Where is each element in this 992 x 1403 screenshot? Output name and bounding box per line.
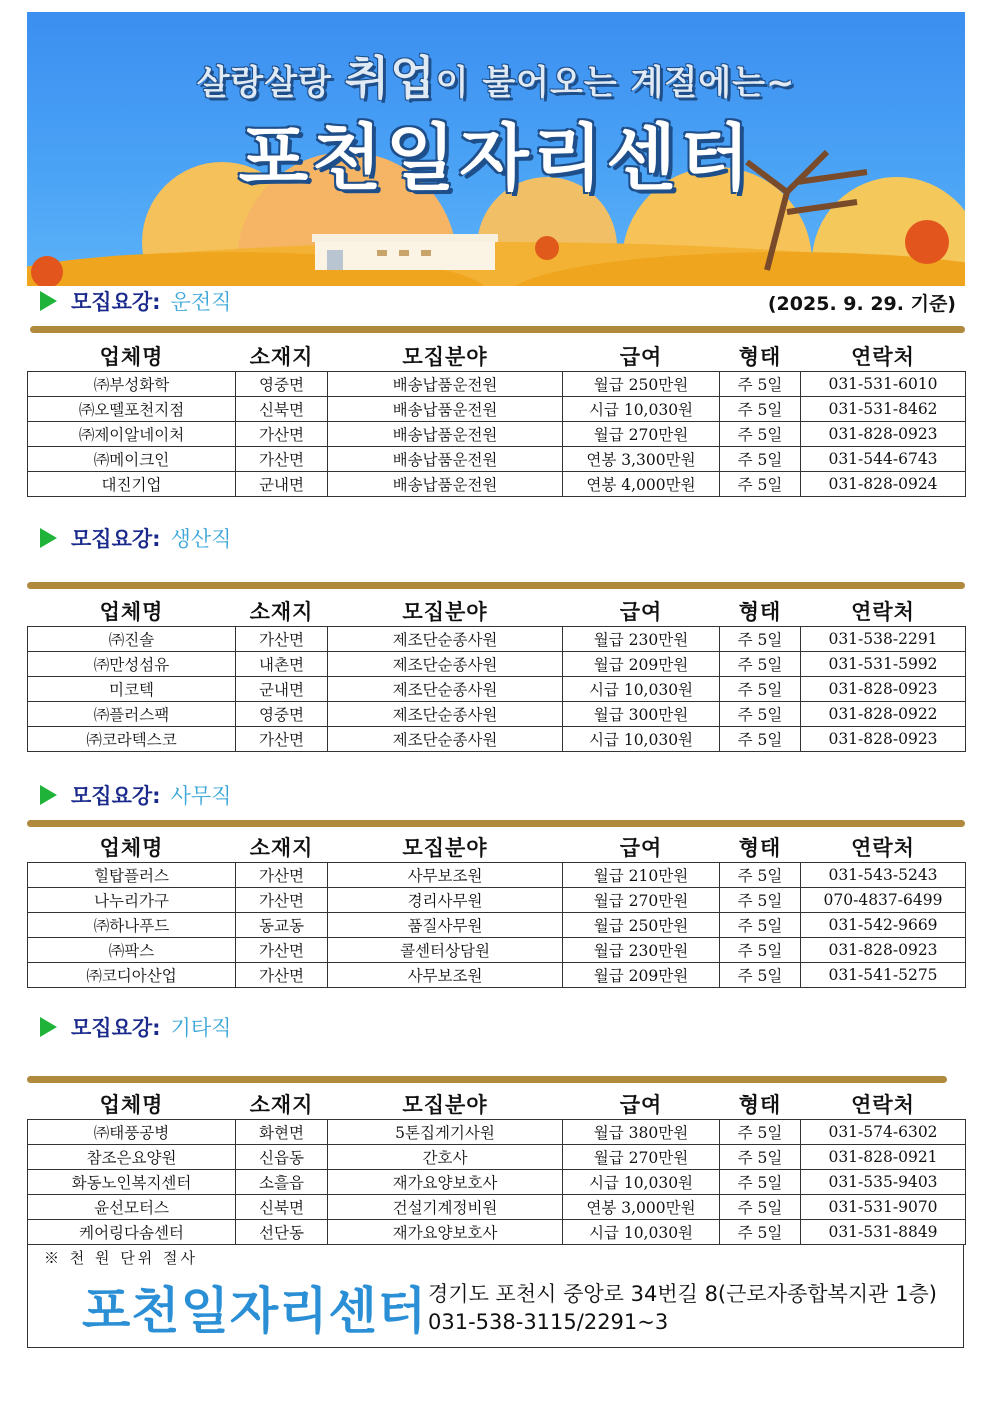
section-divider xyxy=(27,1076,947,1083)
column-header-company: 업체명 xyxy=(99,344,164,369)
cell-field: 배송납품운전원 xyxy=(328,472,563,497)
cell-location: 가산면 xyxy=(236,447,328,472)
banner-title: 포천일자리센터 xyxy=(238,116,754,200)
section-category: 사무직 xyxy=(170,784,232,808)
cell-salary: 연봉 3,000만원 xyxy=(563,1195,720,1220)
cell-contact: 031-542-9669 xyxy=(801,913,966,938)
section-category: 운전직 xyxy=(170,290,232,314)
cell-contact: 031-544-6743 xyxy=(801,447,966,472)
cell-salary: 월급 250만원 xyxy=(563,913,720,938)
column-header-type: 형태 xyxy=(738,1092,782,1117)
column-header-contact: 연락처 xyxy=(851,599,915,624)
cell-location: 신북면 xyxy=(236,397,328,422)
cell-company: ㈜메이크인 xyxy=(28,447,236,472)
banner xyxy=(27,12,965,286)
table-row xyxy=(28,702,966,727)
column-header-company: 업체명 xyxy=(99,1092,164,1117)
cell-field: 재가요양보호사 xyxy=(328,1220,563,1245)
cell-field: 배송납품운전원 xyxy=(328,422,563,447)
table-header-row xyxy=(28,831,966,863)
cell-location: 군내면 xyxy=(236,677,328,702)
cell-field: 제조단순종사원 xyxy=(328,727,563,752)
column-header-salary: 급여 xyxy=(619,344,663,369)
cell-company: ㈜플러스팩 xyxy=(28,702,236,727)
cell-salary: 시급 10,030원 xyxy=(563,1220,720,1245)
table-row xyxy=(28,938,966,963)
cell-field: 건설기계정비원 xyxy=(328,1195,563,1220)
cell-company: 윤선모터스 xyxy=(28,1195,236,1220)
cell-type: 주 5일 xyxy=(720,727,801,752)
cell-company: 힐탑플러스 xyxy=(28,863,236,888)
table-row xyxy=(28,963,966,988)
cell-salary: 시급 10,030원 xyxy=(563,727,720,752)
column-header-field: 모집분야 xyxy=(402,1092,488,1117)
cell-type: 주 5일 xyxy=(720,963,801,988)
cell-field: 배송납품운전원 xyxy=(328,447,563,472)
cell-field: 제조단순종사원 xyxy=(328,652,563,677)
cell-field: 사무보조원 xyxy=(328,863,563,888)
cell-type: 주 5일 xyxy=(720,1145,801,1170)
cell-contact: 031-828-0921 xyxy=(801,1145,966,1170)
cell-contact: 031-538-2291 xyxy=(801,627,966,652)
jobs-table-driving xyxy=(27,340,966,497)
cell-location: 내촌면 xyxy=(236,652,328,677)
cell-location: 가산면 xyxy=(236,727,328,752)
table-row xyxy=(28,627,966,652)
cell-contact: 031-531-9070 xyxy=(801,1195,966,1220)
play-arrow-icon xyxy=(40,785,57,805)
cell-contact: 031-828-0924 xyxy=(801,472,966,497)
cell-field: 품질사무원 xyxy=(328,913,563,938)
cell-field: 재가요양보호사 xyxy=(328,1170,563,1195)
cell-type: 주 5일 xyxy=(720,913,801,938)
table-row xyxy=(28,913,966,938)
table-header-row xyxy=(28,595,966,627)
table-row xyxy=(28,1145,966,1170)
column-header-type: 형태 xyxy=(738,835,782,860)
section-category: 기타직 xyxy=(170,1016,232,1040)
table-row xyxy=(28,677,966,702)
footer-phone: 031-538-3115/2291~3 xyxy=(428,1310,669,1334)
cell-contact: 031-828-0923 xyxy=(801,727,966,752)
cell-salary: 월급 270만원 xyxy=(563,422,720,447)
cell-company: ㈜진솔 xyxy=(28,627,236,652)
cell-location: 가산면 xyxy=(236,938,328,963)
cell-field: 5톤집게기사원 xyxy=(328,1120,563,1145)
cell-location: 화현면 xyxy=(236,1120,328,1145)
column-header-field: 모집분야 xyxy=(402,344,488,369)
cell-location: 소흘읍 xyxy=(236,1170,328,1195)
table-row xyxy=(28,652,966,677)
cell-location: 신읍동 xyxy=(236,1145,328,1170)
cell-field: 배송납품운전원 xyxy=(328,397,563,422)
section-divider xyxy=(27,582,965,589)
jobs-table-other xyxy=(27,1088,966,1245)
column-header-type: 형태 xyxy=(738,344,782,369)
cell-salary: 월급 380만원 xyxy=(563,1120,720,1145)
cell-company: ㈜태풍공병 xyxy=(28,1120,236,1145)
cell-type: 주 5일 xyxy=(720,447,801,472)
cell-salary: 월급 230만원 xyxy=(563,938,720,963)
cell-type: 주 5일 xyxy=(720,652,801,677)
cell-type: 주 5일 xyxy=(720,1220,801,1245)
cell-salary: 시급 10,030원 xyxy=(563,1170,720,1195)
cell-type: 주 5일 xyxy=(720,1120,801,1145)
table-row xyxy=(28,1195,966,1220)
table-row xyxy=(28,447,966,472)
column-header-salary: 급여 xyxy=(619,1092,663,1117)
play-arrow-icon xyxy=(40,1017,57,1037)
section-label: 모집요강: xyxy=(71,784,161,808)
cell-company: ㈜만성섬유 xyxy=(28,652,236,677)
table-row xyxy=(28,863,966,888)
cell-field: 사무보조원 xyxy=(328,963,563,988)
cell-type: 주 5일 xyxy=(720,702,801,727)
cell-field: 제조단순종사원 xyxy=(328,677,563,702)
footer-logo: 포천일자리센터 xyxy=(82,1282,428,1340)
cell-location: 가산면 xyxy=(236,863,328,888)
cell-company: 나누리가구 xyxy=(28,888,236,913)
cell-contact: 031-574-6302 xyxy=(801,1120,966,1145)
column-header-salary: 급여 xyxy=(619,835,663,860)
cell-type: 주 5일 xyxy=(720,677,801,702)
cell-field: 제조단순종사원 xyxy=(328,702,563,727)
cell-salary: 월급 230만원 xyxy=(563,627,720,652)
table-row xyxy=(28,888,966,913)
table-row xyxy=(28,1220,966,1245)
column-header-location: 소재지 xyxy=(249,344,314,369)
section-heading-driving xyxy=(40,286,231,316)
cell-location: 선단동 xyxy=(236,1220,328,1245)
banner-subtitle: 살랑살랑 취업이 불어오는 계절에는~ xyxy=(196,51,796,105)
cell-contact: 031-828-0923 xyxy=(801,677,966,702)
section-heading-office xyxy=(40,780,231,810)
cell-field: 배송납품운전원 xyxy=(328,372,563,397)
cell-company: 미코텍 xyxy=(28,677,236,702)
column-header-field: 모집분야 xyxy=(402,835,488,860)
cell-contact: 031-828-0923 xyxy=(801,422,966,447)
section-heading-other xyxy=(40,1012,231,1042)
cell-location: 가산면 xyxy=(236,422,328,447)
cell-contact: 031-531-6010 xyxy=(801,372,966,397)
column-header-company: 업체명 xyxy=(99,599,164,624)
section-label: 모집요강: xyxy=(71,527,161,551)
column-header-salary: 급여 xyxy=(619,599,663,624)
cell-company: 참조은요양원 xyxy=(28,1145,236,1170)
cell-type: 주 5일 xyxy=(720,938,801,963)
cell-location: 동교동 xyxy=(236,913,328,938)
table-row xyxy=(28,1120,966,1145)
table-row xyxy=(28,372,966,397)
cell-salary: 시급 10,030원 xyxy=(563,677,720,702)
cell-salary: 연봉 4,000만원 xyxy=(563,472,720,497)
cell-field: 경리사무원 xyxy=(328,888,563,913)
cell-type: 주 5일 xyxy=(720,397,801,422)
cell-type: 주 5일 xyxy=(720,372,801,397)
section-label: 모집요강: xyxy=(71,290,161,314)
cell-salary: 연봉 3,300만원 xyxy=(563,447,720,472)
cell-location: 영중면 xyxy=(236,702,328,727)
cell-field: 제조단순종사원 xyxy=(328,627,563,652)
footer-address: 경기도 포천시 중앙로 34번길 8(근로자종합복지관 1층) xyxy=(428,1282,937,1306)
cell-company: ㈜하나푸드 xyxy=(28,913,236,938)
table-row xyxy=(28,422,966,447)
column-header-contact: 연락처 xyxy=(851,1092,915,1117)
cell-salary: 월급 210만원 xyxy=(563,863,720,888)
cell-salary: 월급 270만원 xyxy=(563,888,720,913)
table-row xyxy=(28,472,966,497)
cell-field: 콜센터상담원 xyxy=(328,938,563,963)
table-header-row xyxy=(28,1088,966,1120)
footnote: ※ 천 원 단위 절사 xyxy=(44,1249,199,1267)
cell-company: ㈜제이알네이처 xyxy=(28,422,236,447)
column-header-contact: 연락처 xyxy=(851,835,915,860)
cell-contact: 031-531-8462 xyxy=(801,397,966,422)
cell-contact: 070-4837-6499 xyxy=(801,888,966,913)
cell-salary: 월급 300만원 xyxy=(563,702,720,727)
cell-contact: 031-828-0923 xyxy=(801,938,966,963)
column-header-location: 소재지 xyxy=(249,599,314,624)
cell-contact: 031-543-5243 xyxy=(801,863,966,888)
table-header-row xyxy=(28,340,966,372)
cell-contact: 031-531-8849 xyxy=(801,1220,966,1245)
table-row xyxy=(28,1170,966,1195)
cell-location: 신북면 xyxy=(236,1195,328,1220)
play-arrow-icon xyxy=(40,528,57,548)
section-divider xyxy=(30,326,965,333)
table-row xyxy=(28,727,966,752)
cell-company: 케어링다솜센터 xyxy=(28,1220,236,1245)
cell-salary: 월급 209만원 xyxy=(563,963,720,988)
cell-location: 영중면 xyxy=(236,372,328,397)
cell-contact: 031-541-5275 xyxy=(801,963,966,988)
jobs-table-production xyxy=(27,595,966,752)
jobs-table-office xyxy=(27,831,966,988)
cell-type: 주 5일 xyxy=(720,422,801,447)
column-header-location: 소재지 xyxy=(249,835,314,860)
cell-contact: 031-828-0922 xyxy=(801,702,966,727)
cell-company: ㈜오뗄포천지점 xyxy=(28,397,236,422)
cell-company: ㈜코라텍스코 xyxy=(28,727,236,752)
section-label: 모집요강: xyxy=(71,1016,161,1040)
footer-contact xyxy=(428,1280,937,1336)
cell-location: 가산면 xyxy=(236,888,328,913)
play-arrow-icon xyxy=(40,291,57,311)
cell-salary: 월급 250만원 xyxy=(563,372,720,397)
cell-company: 화동노인복지센터 xyxy=(28,1170,236,1195)
cell-salary: 시급 10,030원 xyxy=(563,397,720,422)
as-of-date: (2025. 9. 29. 기준) xyxy=(767,293,956,315)
cell-company: ㈜부성화학 xyxy=(28,372,236,397)
cell-field: 간호사 xyxy=(328,1145,563,1170)
cell-location: 가산면 xyxy=(236,627,328,652)
cell-contact: 031-531-5992 xyxy=(801,652,966,677)
cell-contact: 031-535-9403 xyxy=(801,1170,966,1195)
cell-type: 주 5일 xyxy=(720,1170,801,1195)
column-header-type: 형태 xyxy=(738,599,782,624)
section-heading-production xyxy=(40,523,231,553)
cell-type: 주 5일 xyxy=(720,627,801,652)
column-header-field: 모집분야 xyxy=(402,599,488,624)
section-category: 생산직 xyxy=(170,527,232,551)
cell-salary: 월급 209만원 xyxy=(563,652,720,677)
cell-location: 가산면 xyxy=(236,963,328,988)
cell-type: 주 5일 xyxy=(720,863,801,888)
cell-company: ㈜코디아산업 xyxy=(28,963,236,988)
cell-type: 주 5일 xyxy=(720,1195,801,1220)
cell-type: 주 5일 xyxy=(720,888,801,913)
cell-location: 군내면 xyxy=(236,472,328,497)
section-divider xyxy=(27,820,965,827)
column-header-contact: 연락처 xyxy=(851,344,915,369)
cell-type: 주 5일 xyxy=(720,472,801,497)
column-header-location: 소재지 xyxy=(249,1092,314,1117)
cell-company: ㈜팍스 xyxy=(28,938,236,963)
table-row xyxy=(28,397,966,422)
cell-company: 대진기업 xyxy=(28,472,236,497)
cell-salary: 월급 270만원 xyxy=(563,1145,720,1170)
column-header-company: 업체명 xyxy=(99,835,164,860)
